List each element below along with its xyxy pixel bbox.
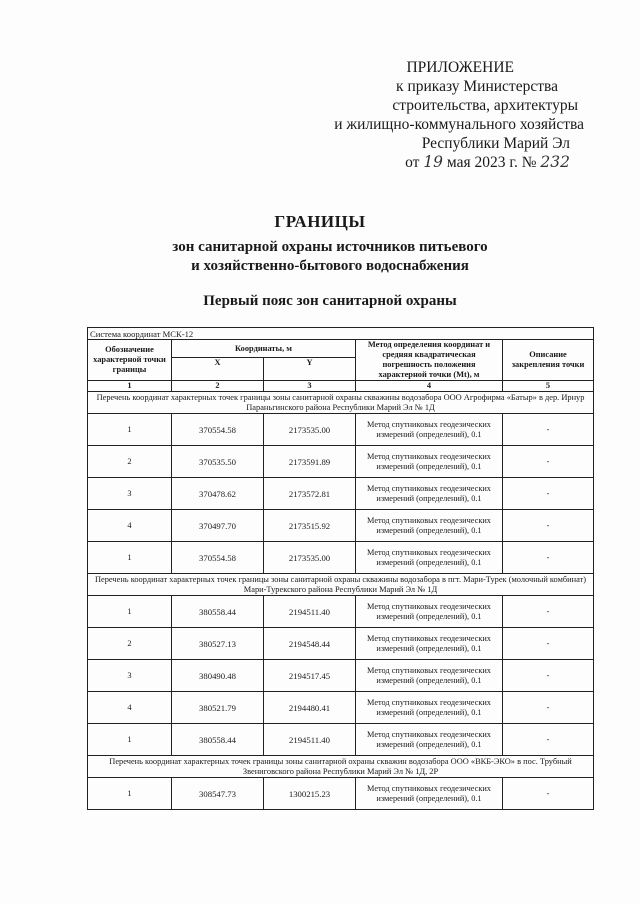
- method-cell: Метод спутниковых геодезических измерений (определений), 0.1: [356, 692, 503, 724]
- point-cell: 3: [88, 478, 172, 510]
- subtitle-line-2: и хозяйственно-бытового водоснабжения: [191, 258, 469, 274]
- coordinates-table-wrapper: [87, 327, 593, 810]
- column-number: 5: [503, 381, 594, 392]
- method-cell: Метод спутниковых геодезических измерений (определений), 0.1: [356, 414, 503, 446]
- column-number: 4: [356, 381, 503, 392]
- point-cell: 4: [88, 692, 172, 724]
- date-day-handwritten: 19: [423, 153, 444, 171]
- table-row: [88, 478, 594, 510]
- description-cell: -: [503, 542, 594, 574]
- point-cell: 4: [88, 510, 172, 542]
- appendix-line: Республики Марий Эл: [421, 135, 570, 152]
- description-cell: -: [503, 478, 594, 510]
- point-cell: 1: [88, 542, 172, 574]
- table-row: [88, 446, 594, 478]
- coord-system-cell: Система координат МСК-12: [88, 328, 594, 340]
- appendix-line: и жилищно-коммунального хозяйства: [334, 116, 584, 133]
- header-method: Метод определения координат и средняя квадратическая погрешность положения характерной точки (Mt), м: [356, 340, 503, 381]
- point-cell: 1: [88, 778, 172, 810]
- description-cell: -: [503, 628, 594, 660]
- appendix-line: к приказу Министерства: [396, 78, 558, 95]
- header-coords: Координаты, м: [172, 340, 356, 358]
- y-coordinate-cell: 2194511.40: [264, 724, 356, 756]
- y-coordinate-cell: 2173535.00: [264, 542, 356, 574]
- y-coordinate-cell: 2194480.41: [264, 692, 356, 724]
- x-coordinate-cell: 370497.70: [172, 510, 264, 542]
- description-cell: -: [503, 446, 594, 478]
- description-cell: -: [503, 778, 594, 810]
- description-cell: -: [503, 692, 594, 724]
- header-description: Описание закрепления точки: [503, 340, 594, 381]
- y-coordinate-cell: 2194548.44: [264, 628, 356, 660]
- method-cell: Метод спутниковых геодезических измерений (определений), 0.1: [356, 542, 503, 574]
- column-number: 3: [264, 381, 356, 392]
- table-row: [88, 510, 594, 542]
- description-cell: -: [503, 660, 594, 692]
- description-cell: -: [503, 724, 594, 756]
- x-coordinate-cell: 380490.48: [172, 660, 264, 692]
- date-prefix: от: [405, 154, 420, 171]
- description-cell: -: [503, 414, 594, 446]
- method-cell: Метод спутниковых геодезических измерений (определений), 0.1: [356, 596, 503, 628]
- point-cell: 2: [88, 628, 172, 660]
- table-row: [88, 596, 594, 628]
- table-row: [88, 628, 594, 660]
- description-cell: -: [503, 510, 594, 542]
- method-cell: Метод спутниковых геодезических измерений (определений), 0.1: [356, 628, 503, 660]
- document-subtitle: [0, 238, 640, 276]
- header-y: Y: [264, 358, 356, 381]
- method-cell: Метод спутниковых геодезических измерений (определений), 0.1: [356, 778, 503, 810]
- y-coordinate-cell: 2173591.89: [264, 446, 356, 478]
- point-cell: 1: [88, 724, 172, 756]
- y-coordinate-cell: 2173515.92: [264, 510, 356, 542]
- method-cell: Метод спутниковых геодезических измерений (определений), 0.1: [356, 510, 503, 542]
- y-coordinate-cell: 2173572.81: [264, 478, 356, 510]
- group-header-row: [88, 574, 594, 596]
- point-cell: 2: [88, 446, 172, 478]
- y-coordinate-cell: 2194511.40: [264, 596, 356, 628]
- group-header-row: [88, 392, 594, 414]
- column-number: 2: [172, 381, 264, 392]
- group-title: Перечень координат характерных точек границы зоны санитарной охраны скважины водозабора ООО Агрофирма «Батыр» в дер. Ирнур Параньгинского района Республики Марий Эл № 1Д: [88, 392, 594, 414]
- y-coordinate-cell: 2194517.45: [264, 660, 356, 692]
- appendix-date: [244, 153, 584, 172]
- table-row: [88, 692, 594, 724]
- group-header-row: [88, 756, 594, 778]
- group-title: Перечень координат характерных точек границы зоны санитарной охраны скважины водозабора в пгт. Мари-Турек (молочный комбинат) Мари-Турекского района Республики Марий Эл № 1Д: [88, 574, 594, 596]
- method-cell: Метод спутниковых геодезических измерений (определений), 0.1: [356, 724, 503, 756]
- method-cell: Метод спутниковых геодезических измерений (определений), 0.1: [356, 446, 503, 478]
- appendix-block: [244, 58, 584, 172]
- method-cell: Метод спутниковых геодезических измерений (определений), 0.1: [356, 478, 503, 510]
- x-coordinate-cell: 380558.44: [172, 596, 264, 628]
- date-rest: мая 2023 г. №: [446, 154, 537, 171]
- method-cell: Метод спутниковых геодезических измерений (определений), 0.1: [356, 660, 503, 692]
- belt-title: Первый пояс зон санитарной охраны: [203, 293, 457, 309]
- point-cell: 1: [88, 596, 172, 628]
- group-title: Перечень координат характерных точек границы зоны санитарной охраны скважин водозабора ООО «ВКБ-ЭКО» в пос. Трубный Звениговского района Республики Марий Эл № 1Д, 2Р: [88, 756, 594, 778]
- y-coordinate-cell: 1300215.23: [264, 778, 356, 810]
- table-row: [88, 724, 594, 756]
- table-row: [88, 778, 594, 810]
- order-number-handwritten: 232: [540, 153, 570, 171]
- point-cell: 1: [88, 414, 172, 446]
- document-title: ГРАНИЦЫ: [274, 212, 366, 231]
- point-cell: 3: [88, 660, 172, 692]
- column-number: 1: [88, 381, 172, 392]
- x-coordinate-cell: 370535.50: [172, 446, 264, 478]
- x-coordinate-cell: 370554.58: [172, 414, 264, 446]
- table-row: [88, 414, 594, 446]
- subtitle-line-1: зон санитарной охраны источников питьевого: [172, 239, 488, 255]
- x-coordinate-cell: 380527.13: [172, 628, 264, 660]
- appendix-line: строительства, архитектуры: [392, 97, 578, 114]
- x-coordinate-cell: 380521.79: [172, 692, 264, 724]
- header-point: Обозначение характерной точки границы: [88, 340, 172, 381]
- description-cell: -: [503, 596, 594, 628]
- appendix-heading: ПРИЛОЖЕНИЕ: [406, 59, 514, 76]
- x-coordinate-cell: 308547.73: [172, 778, 264, 810]
- y-coordinate-cell: 2173535.00: [264, 414, 356, 446]
- x-coordinate-cell: 370554.58: [172, 542, 264, 574]
- header-x: X: [172, 358, 264, 381]
- x-coordinate-cell: 380558.44: [172, 724, 264, 756]
- coordinates-table: [87, 327, 594, 810]
- table-row: [88, 660, 594, 692]
- x-coordinate-cell: 370478.62: [172, 478, 264, 510]
- table-row: [88, 542, 594, 574]
